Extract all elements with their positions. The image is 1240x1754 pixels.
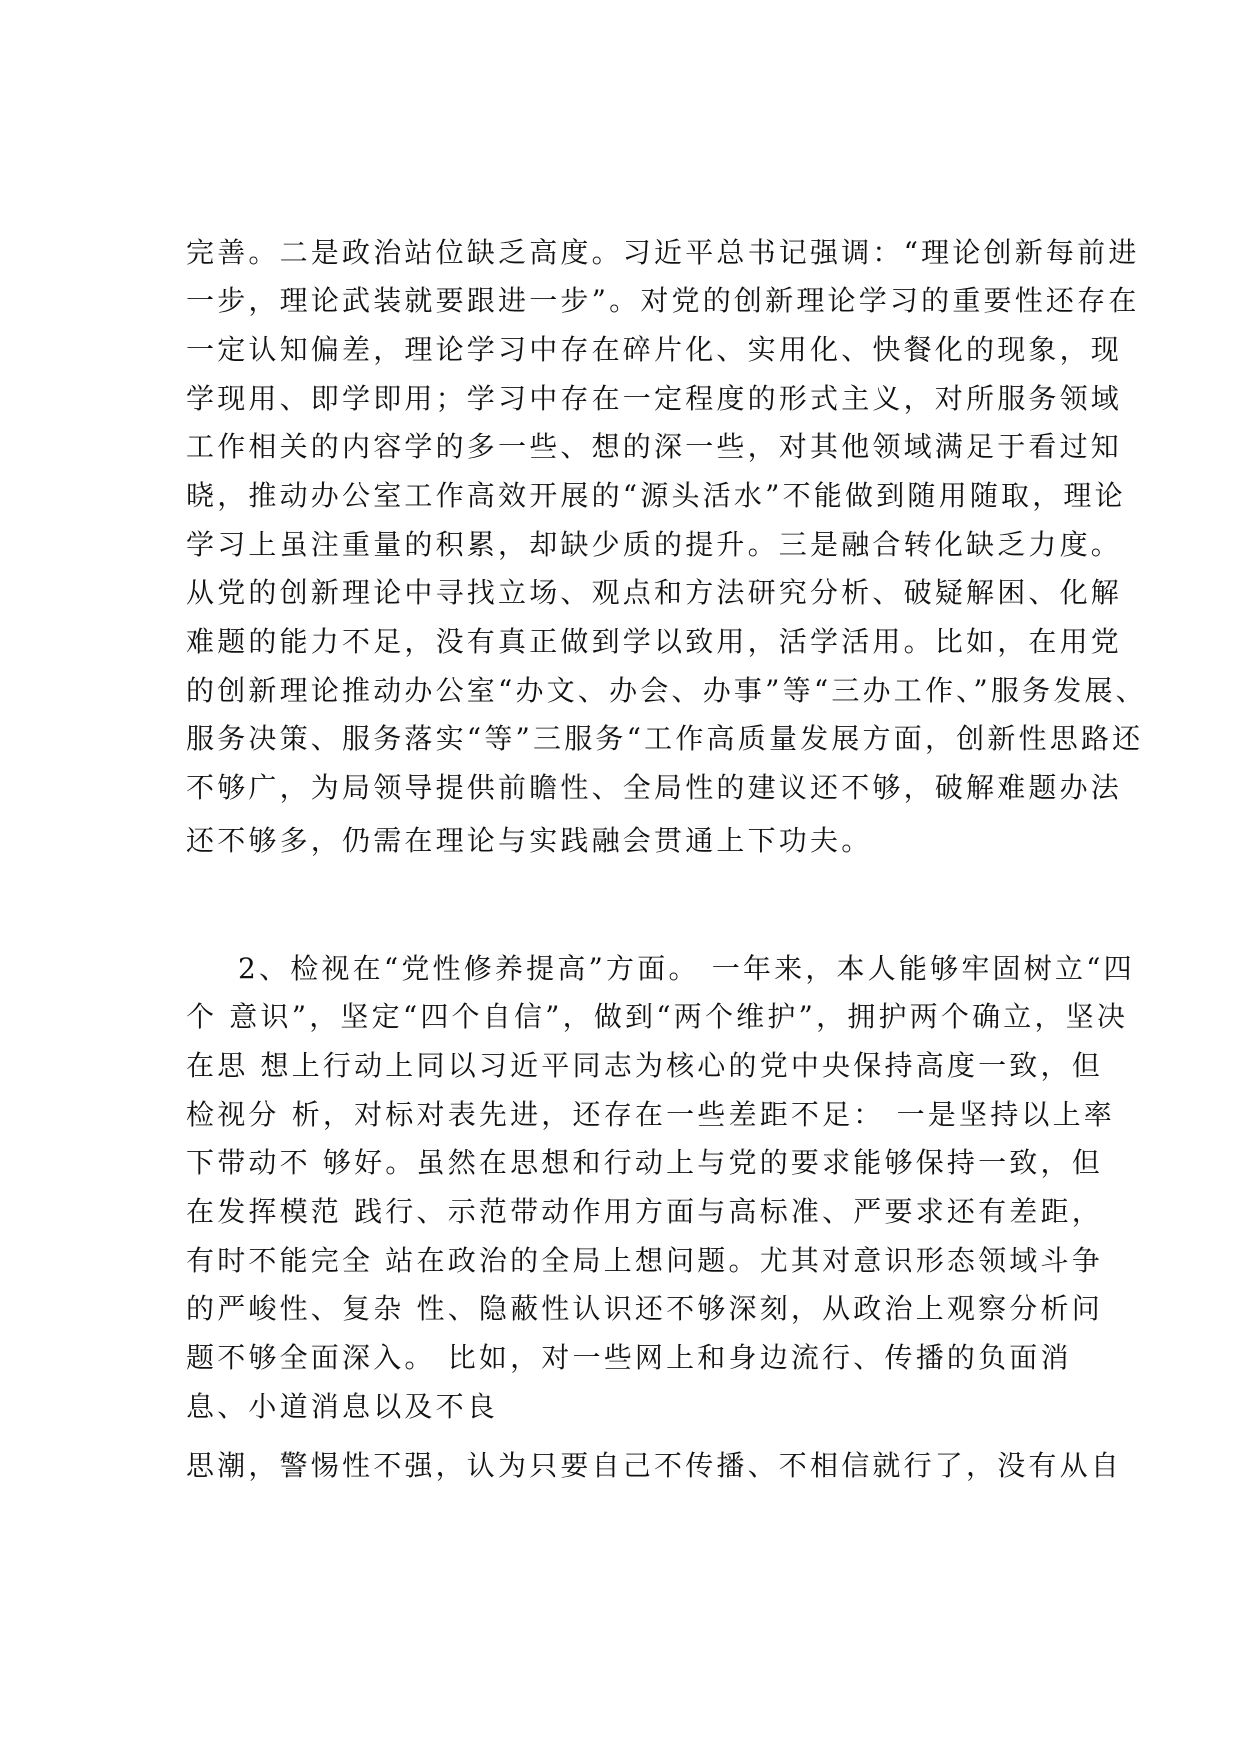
text-line: 有时不能完全 站在政治的全局上想问题。尤其对意识形态领域斗争 <box>186 1244 1103 1277</box>
text-line: 一步，理论武装就要跟进一步”。对党的创新理论学习的重要性还存在 <box>186 284 1140 317</box>
text-line: 息、小道消息以及不良 <box>186 1390 499 1423</box>
text-line: 思潮，警惕性不强，认为只要自己不传播、不相信就行了，没有从自 <box>186 1449 1123 1482</box>
text-line: 检视分 析，对标对表先进，还存在一些差距不足： 一是坚持以上率 <box>186 1098 1116 1131</box>
text-line: 的创新理论推动办公室“办文、办会、办事”等“三办工作、”服务发展、 <box>186 674 1147 707</box>
text-line: 在发挥模范 践行、示范带动作用方面与高标准、严要求还有差距， <box>186 1195 1103 1228</box>
text-line: 完善。二是政治站位缺乏高度。习近平总书记强调：“理论创新每前进 <box>186 236 1140 269</box>
text-line: 下带动不 够好。虽然在思想和行动上与党的要求能够保持一致，但 <box>186 1146 1103 1179</box>
text-line: 服务决策、服务落实“等”三服务“工作高质量发展方面，创新性思路还 <box>186 722 1144 755</box>
text-line: 的严峻性、复杂 性、隐蔽性认识还不够深刻，从政治上观察分析问 <box>186 1292 1103 1325</box>
text-line: 不够广，为局领导提供前瞻性、全局性的建议还不够，破解难题办法 <box>186 771 1123 804</box>
text-line: 工作相关的内容学的多一些、想的深一些，对其他领域满足于看过知 <box>186 430 1123 463</box>
text-line: 题不够全面深入。 比如，对一些网上和身边流行、传播的负面消 <box>186 1341 1072 1374</box>
section-heading-line: 2、检视在“党性修养提高”方面。 一年来，本人能够牢固树立“四 <box>238 952 1135 985</box>
text-line: 在思 想上行动上同以习近平同志为核心的党中央保持高度一致，但 <box>186 1049 1103 1082</box>
text-line: 一定认知偏差，理论学习中存在碎片化、实用化、快餐化的现象，现 <box>186 333 1123 366</box>
text-line: 学现用、即学即用；学习中存在一定程度的形式主义，对所服务领域 <box>186 382 1123 415</box>
text-line: 难题的能力不足，没有真正做到学以致用，活学活用。比如，在用党 <box>186 625 1123 658</box>
text-line: 晓，推动办公室工作高效开展的“源头活水”不能做到随用随取，理论 <box>186 479 1126 512</box>
text-line: 从党的创新理论中寻找立场、观点和方法研究分析、破疑解困、化解 <box>186 576 1123 609</box>
text-line: 还不够多，仍需在理论与实践融会贯通上下功夫。 <box>186 824 873 857</box>
text-line: 学习上虽注重量的积累，却缺少质的提升。三是融合转化缺乏力度。 <box>186 528 1123 561</box>
text-line: 个 意识”，坚定“四个自信”，做到“两个维护”，拥护两个确立，坚决 <box>186 1000 1129 1033</box>
